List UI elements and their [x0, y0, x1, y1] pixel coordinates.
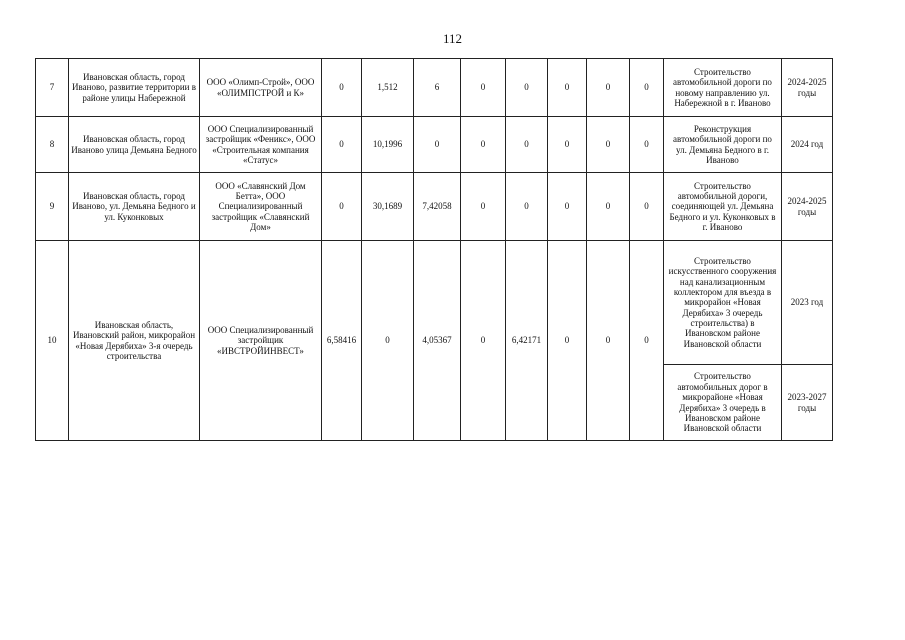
value-cell: 0	[587, 173, 630, 241]
stage-object-cell: Реконструкция автомобильной дороги по ул. Демьяна Бедного в г. Иваново	[664, 117, 782, 173]
value-cell: 0	[506, 59, 548, 117]
value-cell: 0	[461, 173, 506, 241]
address-cell: Ивановская область, город Иваново, ул. Демьяна Бедного и ул. Куконковых	[69, 173, 200, 241]
developer-cell: ООО «Славянский Дом Бетта», ООО Специализированный застройщик «Славянский Дом»	[200, 173, 322, 241]
stage-object-cell: Строительство автомобильных дорог в микрорайоне «Новая Дерябиха» 3 очередь в Ивановском районе Ивановской области	[664, 365, 782, 441]
table-row	[36, 59, 833, 117]
table-body	[36, 59, 833, 441]
value-cell: 0	[322, 173, 362, 241]
page-number: 112	[442, 31, 463, 46]
address-cell: Ивановская область, город Иваново улица Демьяна Бедного	[69, 117, 200, 173]
value-cell: 0	[587, 117, 630, 173]
value-cell: 0	[461, 241, 506, 441]
value-cell: 0	[630, 59, 664, 117]
value-cell: 0	[587, 241, 630, 441]
stage-period-cell: 2024-2025 годы	[782, 173, 833, 241]
stage-object-cell: Строительство автомобильной дороги, соединяющей ул. Демьяна Бедного и ул. Куконковых в г. Иваново	[664, 173, 782, 241]
value-cell: 0	[548, 59, 587, 117]
value-cell: 0	[506, 173, 548, 241]
row-number-cell: 9	[36, 173, 69, 241]
value-cell: 0	[548, 117, 587, 173]
value-cell: 0	[548, 241, 587, 441]
developer-cell: ООО Специализированный застройщик «Феникс», ООО «Строительная компания «Статус»	[200, 117, 322, 173]
value-cell: 0	[630, 173, 664, 241]
value-cell: 4,05367	[414, 241, 461, 441]
value-cell: 6	[414, 59, 461, 117]
value-cell: 0	[587, 59, 630, 117]
value-cell: 0	[322, 59, 362, 117]
stage-period-cell: 2023 год	[782, 241, 833, 365]
value-cell: 0	[630, 117, 664, 173]
table-row	[36, 117, 833, 173]
value-cell: 0	[461, 117, 506, 173]
row-number-cell: 8	[36, 117, 69, 173]
value-cell: 0	[548, 173, 587, 241]
value-cell: 6,58416	[322, 241, 362, 441]
value-cell: 0	[414, 117, 461, 173]
address-cell: Ивановская область, Ивановский район, микрорайон «Новая Дерябиха» 3-я очередь строительства	[69, 241, 200, 441]
value-cell: 6,42171	[506, 241, 548, 441]
stage-period-cell: 2023-2027 годы	[782, 365, 833, 441]
stage-object-cell: Строительство автомобильной дороги по новому направлению ул. Набережной в г. Иваново	[664, 59, 782, 117]
value-cell: 1,512	[362, 59, 414, 117]
value-cell: 0	[630, 241, 664, 441]
projects-table	[35, 58, 833, 441]
value-cell: 10,1996	[362, 117, 414, 173]
row-number-cell: 10	[36, 241, 69, 441]
value-cell: 0	[362, 241, 414, 441]
value-cell: 0	[461, 59, 506, 117]
address-cell: Ивановская область, город Иваново, развитие территории в районе улицы Набережной	[69, 59, 200, 117]
value-cell: 30,1689	[362, 173, 414, 241]
value-cell: 0	[506, 117, 548, 173]
row-number-cell: 7	[36, 59, 69, 117]
table-row	[36, 241, 833, 365]
table-row	[36, 173, 833, 241]
stage-period-cell: 2024 год	[782, 117, 833, 173]
stage-period-cell: 2024-2025 годы	[782, 59, 833, 117]
value-cell: 7,42058	[414, 173, 461, 241]
developer-cell: ООО Специализированный застройщик «ИВСТРОЙИНВЕСТ»	[200, 241, 322, 441]
developer-cell: ООО «Олимп-Строй», ООО «ОЛИМПСТРОЙ и К»	[200, 59, 322, 117]
stage-object-cell: Строительство искусственного сооружения над канализационным коллектором для въезда в микрорайон «Новая Дерябиха» 3 очередь строительства) в Ивановском районе Ивановской области	[664, 241, 782, 365]
value-cell: 0	[322, 117, 362, 173]
